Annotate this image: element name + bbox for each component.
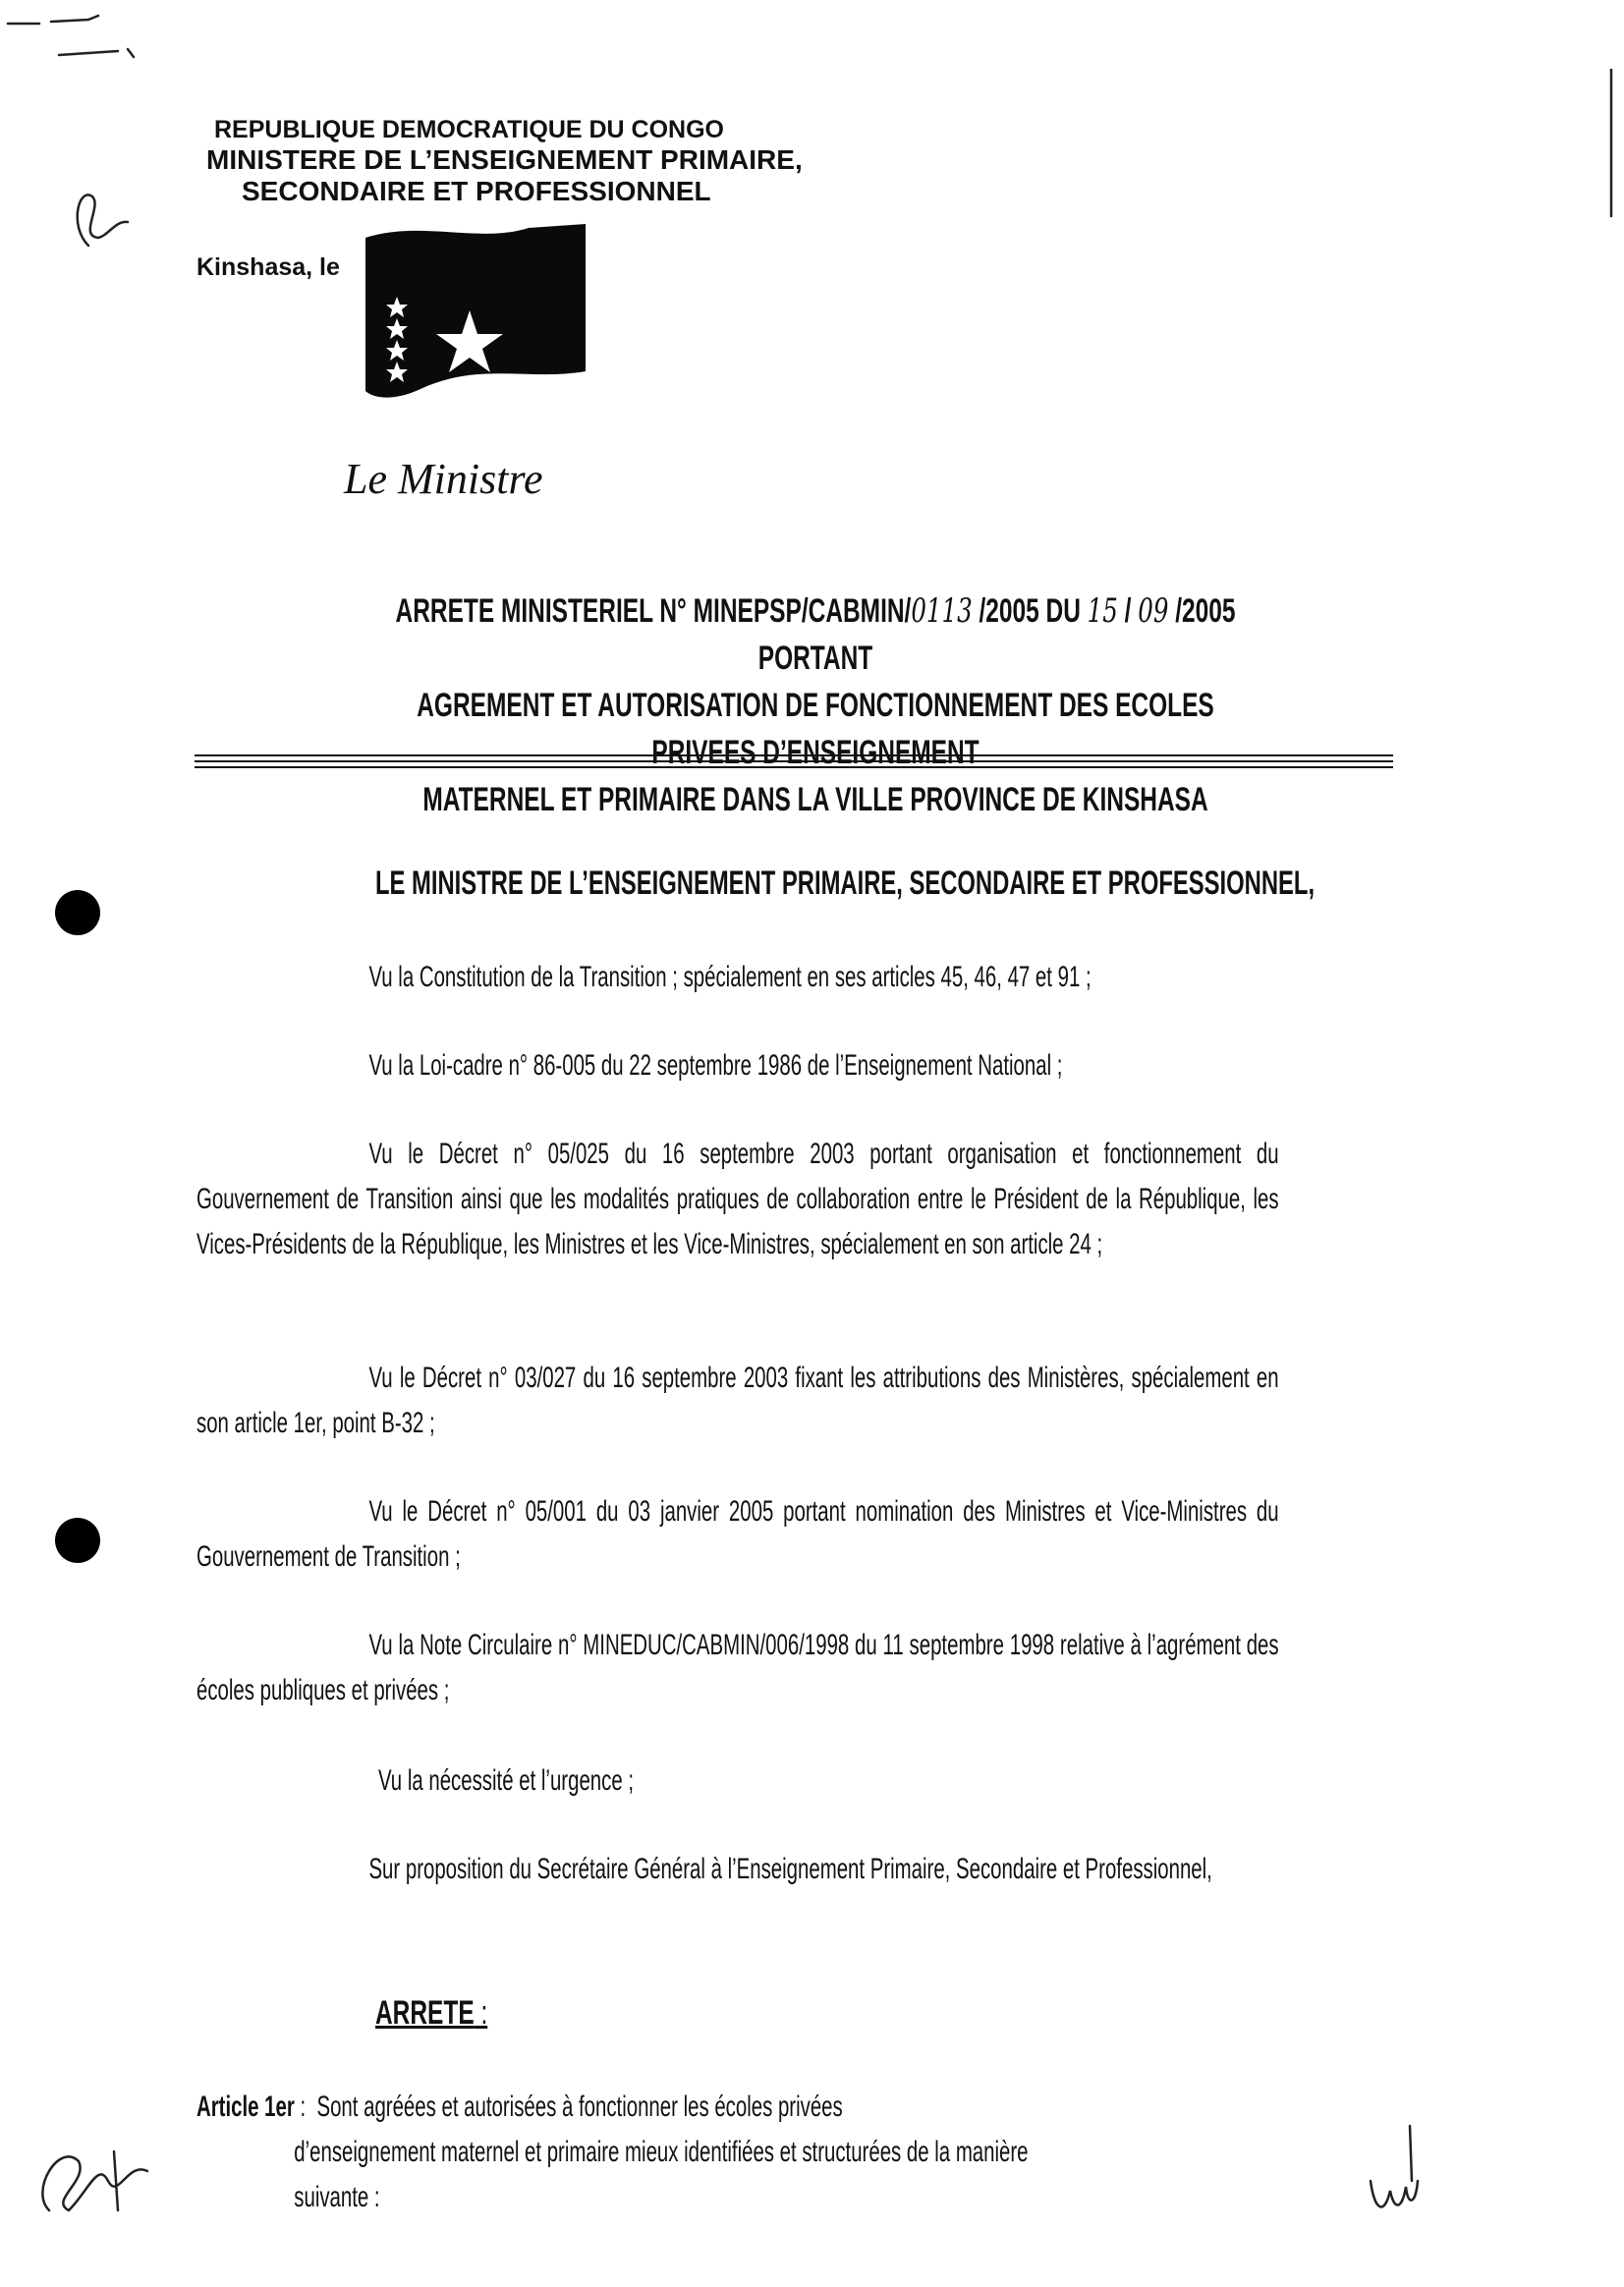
consideration-constitution: Vu la Constitution de la Transition ; spécialement en ses articles 45, 46, 47 et 91 ;: [368, 961, 1092, 993]
consideration-decret-03-027: Vu le Décret n° 03/027 du 16 septembre 2003 fixant les attributions des Ministères, spécialement en son article 1er, point B-32 ;: [196, 1362, 1279, 1439]
decree-number-prefix: ARRETE MINISTERIEL N° MINEPSP/CABMIN/: [395, 592, 912, 630]
consideration-decret-05-001: Vu le Décret n° 05/001 du 03 janvier 2005 portant nomination des Ministres et Vice-Ministres du Gouvernement de Transition ;: [196, 1495, 1279, 1573]
initials-signature: [59, 177, 138, 255]
ministry-name-line2: SECONDAIRE ET PROFESSIONNEL: [242, 175, 711, 206]
decree-date-prefix: /2005 DU: [972, 592, 1088, 630]
title-rule-middle: [195, 760, 1393, 762]
minister-heading: LE MINISTRE DE L’ENSEIGNEMENT PRIMAIRE, SECONDAIRE ET PROFESSIONNEL,: [375, 865, 1316, 902]
consideration-decret-05-025: Vu le Décret n° 05/025 du 16 septembre 2003 portant organisation et fonctionnement du Gouvernement de Transition ainsi que les modalités pratiques de collaboration entre le Président de la République, les Vices-Présidents de la République, les Ministres et les Vice-Ministres, spécialement en son article 24 ;: [196, 1138, 1279, 1260]
minister-title: Le Ministre: [344, 455, 543, 503]
title-rule-top: [195, 754, 1393, 756]
flag-emblem: [362, 224, 589, 403]
letterhead: [206, 116, 803, 207]
ministry-name-line1: MINISTERE DE L’ENSEIGNEMENT PRIMAIRE,: [206, 143, 803, 175]
country-name: REPUBLIQUE DEMOCRATIQUE DU CONGO: [214, 116, 724, 143]
decree-title: [366, 587, 1264, 823]
arrete-heading: ARRETE :: [375, 1994, 488, 2032]
article-1-line3: suivante :: [294, 2181, 380, 2213]
article-1-line1: Article 1er : Sont agréées et autorisées à fonctionner les écoles privées: [196, 2091, 843, 2123]
decree-month-handwritten: 09: [1138, 591, 1169, 631]
decree-title-line1: [366, 587, 1264, 682]
article-1-line2: d’enseignement maternel et primaire mieux identifiées et structurées de la manière: [294, 2136, 1029, 2168]
article-1: [196, 2085, 1279, 2220]
consideration-urgence: Vu la nécessité et l’urgence ;: [377, 1764, 635, 1797]
right-margin-line: [1601, 69, 1621, 226]
punch-hole: [55, 1518, 100, 1563]
consideration-proposition: Sur proposition du Secrétaire Général à l’Enseignement Primaire, Secondaire et Professionnel,: [368, 1853, 1212, 1885]
decree-day-handwritten: 15: [1087, 591, 1118, 631]
bottom-right-initials: [1361, 2122, 1429, 2230]
decree-number-handwritten: 0113: [911, 591, 973, 631]
punch-hole: [55, 890, 100, 935]
decree-title-suffix: /2005 PORTANT: [757, 592, 1236, 677]
title-rule-bottom: [195, 766, 1393, 768]
article-1-label: Article 1er: [196, 2091, 295, 2123]
margin-marks: [0, 0, 157, 79]
consideration-loi-cadre: Vu la Loi-cadre n° 86-005 du 22 septembre 1986 de l’Enseignement National ;: [368, 1049, 1063, 1082]
bottom-left-signature: [20, 2122, 177, 2230]
date-separator: /: [1117, 592, 1139, 630]
city-date-line: Kinshasa, le: [196, 253, 340, 281]
decree-title-line2: AGREMENT ET AUTORISATION DE FONCTIONNEMENT DES ECOLES PRIVEES D’ENSEIGNEMENT: [417, 687, 1214, 771]
consideration-note-circulaire: Vu la Note Circulaire n° MINEDUC/CABMIN/006/1998 du 11 septembre 1998 relative à l’agrément des écoles publiques et privées ;: [196, 1629, 1279, 1706]
decree-title-line3: MATERNEL ET PRIMAIRE DANS LA VILLE PROVINCE DE KINSHASA: [422, 781, 1208, 818]
